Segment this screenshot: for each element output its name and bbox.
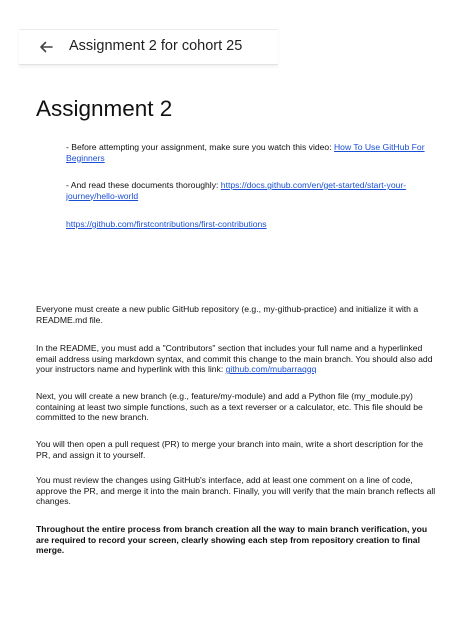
docs-instruction-text: - And read these documents thoroughly: bbox=[66, 180, 221, 190]
docs-link[interactable]: https://docs.github.com/en/get-started/start-your-journey/hello-world bbox=[66, 180, 407, 201]
paragraph-pull-request: You will then open a pull request (PR) to merge your branch into main, write a short description for the PR, and assign it to yourself. bbox=[36, 439, 424, 460]
paragraph-repository: Everyone must create a new public GitHub repository (e.g., my-github-practice) and initialize it with a README.md file. bbox=[36, 304, 419, 325]
video-instruction bbox=[66, 142, 426, 163]
top-bar bbox=[19, 29, 278, 65]
paragraph-branch: Next, you will create a new branch (e.g., feature/my-module) and add a Python file (my_module.py) containing at least two simple functions, such as a text reverser or a calculator, etc. This file should be committed to the new branch. bbox=[36, 391, 423, 423]
video-link[interactable]: How To Use GitHub For Beginners bbox=[66, 142, 425, 163]
arrow-left-icon[interactable] bbox=[38, 39, 54, 55]
paragraph-readme-text: In the README, you must add a "Contributors" section that includes your full name and a hyperlinked email address using markdown syntax, and commit this change to the main branch. You should also add your instructors name and hyperlink with this link: bbox=[36, 343, 433, 375]
video-instruction-text: - Before attempting your assignment, make sure you watch this video: bbox=[66, 142, 334, 152]
paragraph-review: You must review the changes using GitHub's interface, add at least one comment on a line of code, approve the PR, and merge it into the main branch. Finally, you will verify that the main branch reflects all changes. bbox=[36, 475, 436, 507]
page-title: Assignment 2 for cohort 25 bbox=[69, 38, 243, 54]
docs-instruction bbox=[66, 180, 426, 201]
contributions-line bbox=[66, 219, 426, 230]
first-contributions-link[interactable]: https://github.com/firstcontributions/first-contributions bbox=[66, 219, 267, 229]
paragraph-recording: Throughout the entire process from branch creation all the way to main branch verification, you are required to record your screen, clearly showing each step from repository creation to final merge. bbox=[36, 524, 428, 556]
instructor-link[interactable]: github.com/mubarraqqq bbox=[225, 364, 317, 375]
paragraph-readme bbox=[36, 343, 436, 375]
document-heading: Assignment 2 bbox=[36, 96, 173, 121]
